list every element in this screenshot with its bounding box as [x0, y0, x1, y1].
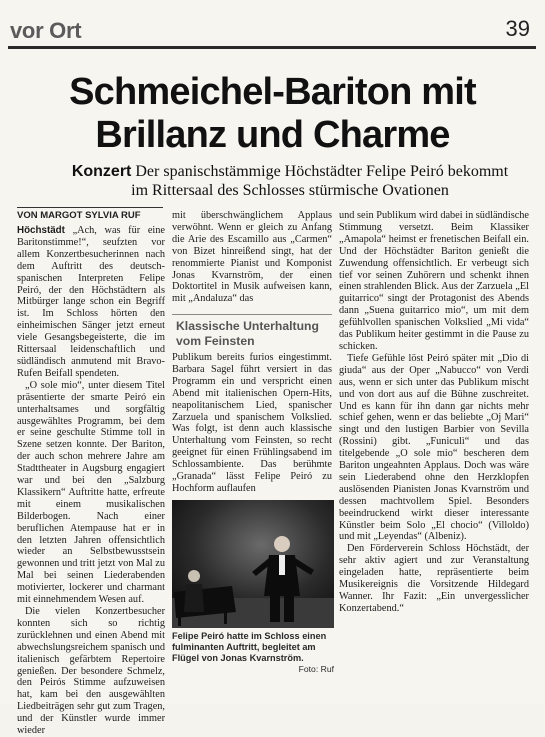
section-title: vor Ort	[10, 18, 82, 43]
page-header	[8, 8, 536, 50]
concert-photo	[172, 500, 334, 628]
concert-photo-image	[172, 500, 334, 628]
box-rule	[172, 314, 332, 315]
article-column-2	[172, 210, 332, 305]
subhead-text: Der spanischstämmige Höchstädter Felipe Peiró bekommt im Rittersaal des Schlosses stürmische Ovationen	[131, 163, 509, 199]
paragraph: Die vielen Konzertbesucher konnten sich so richtig zurücklehnen und einen Abend mit abwechslungsreichem spanisch und italienisch gefärbtem Repertoire genießen. Der besondere Schmelz, den Peirós Stimme aufzuweisen hat, kam bei den ausgewählten Liedbeiträgen sehr gut zum Tragen, und der Künstler wurde immer wieder	[17, 606, 165, 737]
header-rule	[8, 46, 536, 49]
paragraph: „O sole mio“, unter diesem Titel präsentierte der smarte Peiró ein unterhaltsames und sorgfältig ausgewähltes Programm, bei dem er seine geschulte Stimme toll in Szene setzen konnte. Der Bariton, der auch schon mehrere Jahre am Stadttheater in Augsburg engagiert war und bei den „Salzburg Klassikern“ Auftritte hatte, erfreute mit einem musikalischen Bilderbogen. Nach einer beruflichen Atempause hat er in den letzten Jahren offensichtlich wieder an Selbstbewusstsein gewonnen und tritt jetzt von Mal zu Mal bei seinen Liederabenden motivierter, lockerer und charmant mit einnehmendem Wesen auf.	[17, 379, 165, 606]
byline-rule	[17, 207, 163, 208]
paragraph: Den Förderverein Schloss Höchstädt, der sehr aktiv agiert und zur Veranstaltung eingeladen hatte, repräsentierte beim Musikereignis die Vorsitzende Hildegard Wanner. Ihr Fazit: „Ein unvergesslicher Konzertabend.“	[339, 543, 529, 614]
article-column-1	[17, 225, 165, 737]
page-number: 39	[505, 16, 530, 41]
headline-line-2: Brillanz und Charme	[95, 114, 450, 156]
paragraph: Tiefe Gefühle löst Peiró später mit „Dio di giuda“ aus der Oper „Nabucco“ von Verdi aus, wenn er sich unter das Publikum mischt und von dort aus auf die Bühne zuschreitet. Und es kann für ihn dann gar nichts mehr schief gehen, wenn er das beliebte „Oj Mari“ singt und den lustigen Barbier von Sevilla (Rossini) gibt. „Funiculì“ und das titelgebende „O sole mio“ bescheren dem Bariton ungeahnten Applaus. Doch was wäre sein Liederabend ohne den Herzklopfen auslösenden Pianisten Jonas Kvarnström und dessen machtvollem Spiel. Besonders beeindruckend wirkt dieser interessante Künstler beim Solo „El chocio“ (Villoldo) und mit „Leyendas“ (Albeniz).	[339, 352, 529, 543]
paragraph: mit überschwänglichem Applaus verwöhnt. Wenn er gleich zu Anfang die Arie des Escamillo aus „Carmen“ von Bizet hinreißend singt, hat der renommierte Pianist und Komponist Jonas Kvarnström, der einen Doktortitel in Musik aufweisen kann, mit „Andaluza“ das	[172, 210, 332, 305]
paragraph-text: „Ach, was für eine Baritonstimme!“, seufzten vor allem Konzertbesucherinnen nach dem Auftritt des deutsch-spanischen Interpreten Felipe Peiró, der den Höchstädtern als Mitbürger lange schon ein Begriff ist. Im Schloss hörten den einheimischen Sänger jetzt erneut viele Gesangsbegeisterte, die im Rittersaal leidenschaftlich und südländisch anmutend mit Bravo-Rufen Beifall spendeten.	[17, 225, 165, 379]
dateline-place: Höchstädt	[17, 225, 65, 236]
photo-credit: Foto: Ruf	[298, 664, 334, 674]
article-column-2-continued	[172, 352, 332, 495]
caption-text: Felipe Peiró hatte im Schloss einen fulminanten Auftritt, begleitet am Flügel von Jonas Kvarnström.	[172, 631, 327, 663]
subheadline	[70, 162, 510, 200]
article-column-3	[339, 210, 529, 615]
photo-caption	[172, 631, 334, 675]
headline-line-1: Schmeichel-Bariton mit	[69, 71, 476, 113]
paragraph: und sein Publikum wird dabei in südländische Stimmung versetzt. Beim Klassiker „Amapola“ heimst er frenetischen Beifall ein. Und der Höchstädter Bariton genießt die Zuwendung offensichtlich. Er verbeugt sich tief vor seinen Zuhörern und schenkt ihnen einen strahlenden Blick. Aus der Zarzuela „El guitarrico“ singt der Protagonist des Abends dann „Suena guitarrico mio“, um mit dem gefühlvollen spanischen Volkslied „Mi vida“ das Publikum heiter gestimmt in die Pause zu schicken.	[339, 210, 529, 352]
paragraph: Publikum bereits furios eingestimmt. Barbara Sagel führt versiert in das Programm ein und verspricht einen Abend mit italienischen Opern-Hits, neapolitanischem Lied, spanischer Zarzuela und spanischem Volkslied. Was folgt, ist denn auch klassische Unterhaltung vom Feinsten, so recht geeignet für einen Frühlingsabend im Schlossambiente. Das berühmte „Granada“ lässt Felipe Peiró zu Hochform auflaufen	[172, 352, 332, 494]
byline: VON MARGOT SYLVIA RUF	[17, 210, 141, 221]
subhead-kicker: Konzert	[71, 163, 132, 180]
box-heading: Klassische Unterhaltung vom Feinsten	[176, 319, 319, 348]
paragraph	[17, 225, 165, 380]
